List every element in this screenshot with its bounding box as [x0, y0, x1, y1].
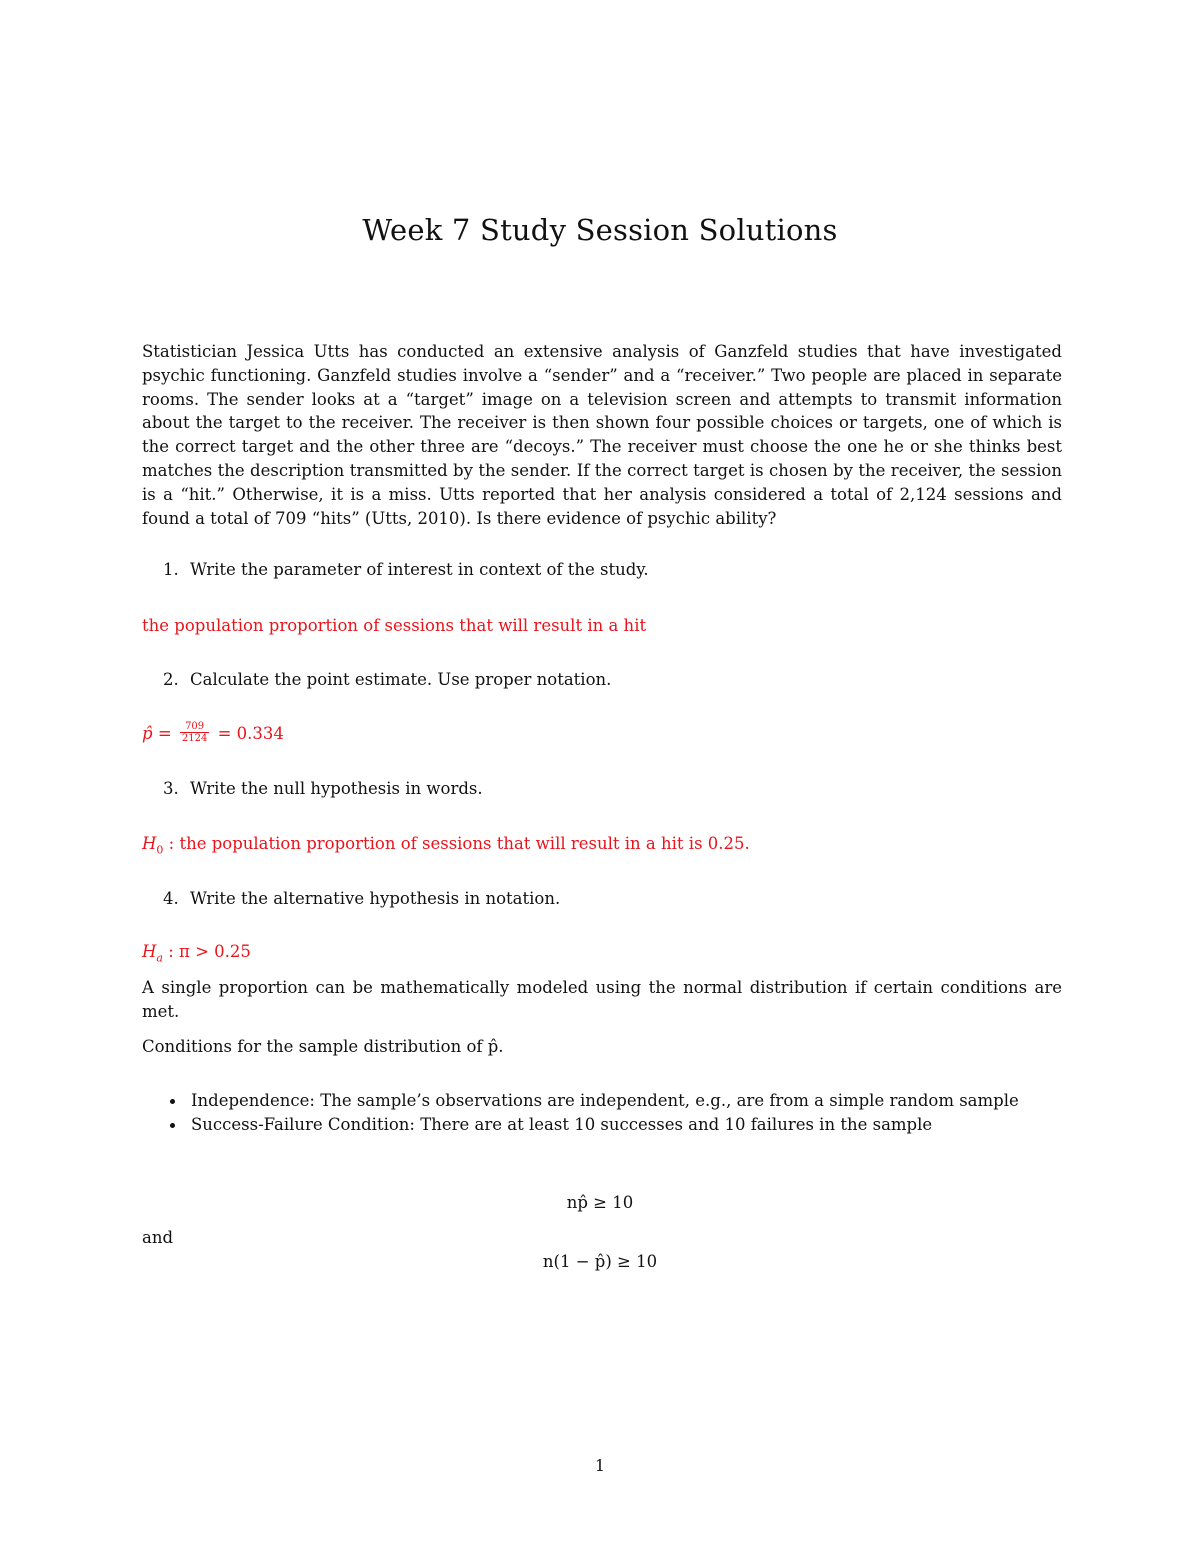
conditions-label: Conditions for the sample distribution of p̂.: [142, 1037, 504, 1056]
question-text: Write the alternative hypothesis in notation.: [190, 889, 561, 908]
conditions-list: [163, 1089, 1063, 1137]
question-3: [163, 777, 1063, 801]
page-number: 1: [594, 1456, 606, 1475]
question-text: Calculate the point estimate. Use proper notation.: [190, 670, 612, 689]
and-connector: and: [142, 1228, 174, 1247]
page-title: Week 7 Study Session Solutions: [362, 213, 838, 247]
question-4: [163, 887, 1063, 911]
question-number: 1.: [163, 560, 179, 579]
success-condition-equation: np̂ ≥ 10: [566, 1193, 634, 1212]
fraction: [180, 721, 209, 744]
list-item: [163, 1113, 1063, 1137]
condition-text: Independence: The sample’s observations are independent, e.g., are from a simple random sample: [191, 1091, 1019, 1110]
question-text: Write the null hypothesis in words.: [190, 779, 483, 798]
estimate-result: = 0.334: [217, 724, 284, 743]
condition-text: Success-Failure Condition: There are at least 10 successes and 10 failures in the sample: [191, 1115, 933, 1134]
alt-hypothesis-subscript: a: [156, 951, 163, 965]
question-1: [163, 558, 1063, 582]
failure-condition-equation: n(1 − p̂) ≥ 10: [542, 1252, 658, 1271]
question-2: [163, 668, 1063, 692]
list-item: [163, 1089, 1063, 1113]
answer-2: [142, 722, 1062, 746]
null-hypothesis-text: : the population proportion of sessions that will result in a hit is 0.25.: [168, 834, 750, 853]
null-hypothesis-subscript: 0: [156, 843, 164, 857]
question-number: 3.: [163, 779, 179, 798]
equals-sign: =: [157, 724, 172, 743]
normal-model-paragraph: A single proportion can be mathematically modeled using the normal distribution if certain conditions are met.: [142, 978, 1062, 1021]
intro-paragraph: Statistician Jessica Utts has conducted an extensive analysis of Ganzfeld studies that have investigated psychic functioning. Ganzfeld studies involve a “sender” and a “receiver.” Two people are placed in separate rooms. The sender looks at a “target” image on a television screen and attempts to transmit information about the target to the receiver. The receiver is then shown four possible choices or targets, one of which is the correct target and the other three are “decoys.” The receiver must choose the one he or she thinks best matches the description transmitted by the sender. If the correct target is chosen by the receiver, the session is a “hit.” Otherwise, it is a miss. Utts reported that her analysis considered a total of 2,124 sessions and found a total of 709 “hits” (Utts, 2010). Is there evidence of psychic ability?: [142, 342, 1062, 528]
alt-hypothesis-symbol: H: [142, 942, 157, 961]
question-number: 4.: [163, 889, 179, 908]
bullet-icon: [170, 1099, 175, 1104]
question-number: 2.: [163, 670, 179, 689]
alt-hypothesis-text: : π > 0.25: [168, 942, 251, 961]
bullet-icon: [170, 1123, 175, 1128]
null-hypothesis-symbol: H: [142, 834, 157, 853]
fraction-denominator: 2124: [181, 733, 208, 744]
fraction-numerator: 709: [180, 721, 209, 733]
question-text: Write the parameter of interest in context of the study.: [190, 560, 649, 579]
answer-4: [142, 940, 1062, 970]
answer-1: the population proportion of sessions that will result in a hit: [142, 616, 647, 635]
p-hat-symbol: p̂: [142, 724, 153, 743]
answer-3: [142, 832, 1062, 862]
